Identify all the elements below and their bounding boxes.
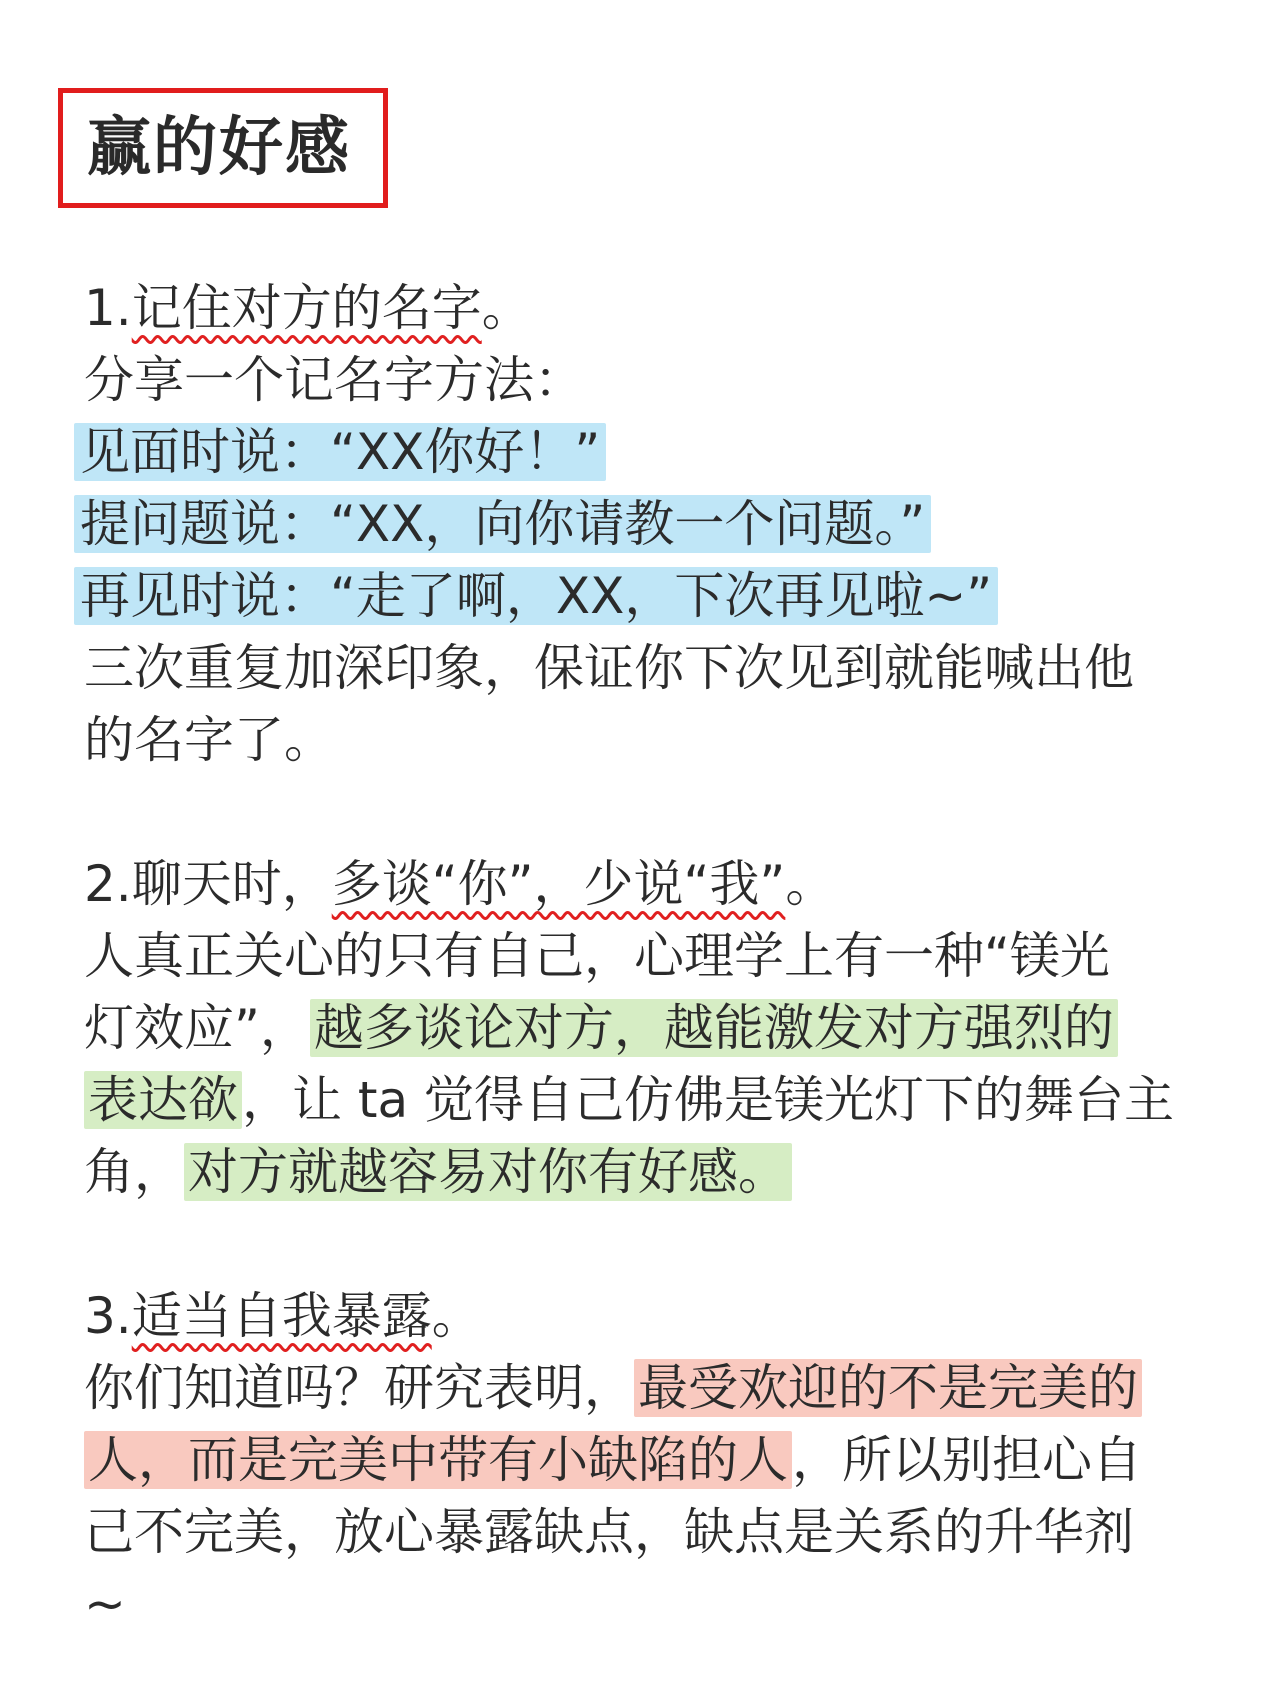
section-gap — [84, 1208, 1204, 1280]
section2-heading-prefix: 2.聊天时， — [84, 855, 332, 913]
section2-line4-plain: 角， — [84, 1143, 184, 1201]
section1-farewell-line — [80, 560, 1204, 632]
highlight-red-1: 最受欢迎的不是完美的 — [634, 1359, 1142, 1417]
highlight-green-1: 越多谈论对方，越能激发对方强烈的 — [310, 999, 1118, 1057]
section1-heading — [84, 272, 1204, 344]
section3-heading — [84, 1280, 1204, 1352]
section3-paragraph-line-1 — [84, 1352, 1204, 1424]
section3-heading-number: 3. — [84, 1287, 132, 1345]
highlight-green-2: 表达欲 — [84, 1071, 242, 1129]
section1-summary-1: 三次重复加深印象，保证你下次见到就能喊出他 — [84, 639, 1134, 697]
highlight-green-3: 对方就越容易对你有好感。 — [184, 1143, 792, 1201]
title-box — [58, 88, 388, 208]
section3-heading-end: 。 — [431, 1287, 482, 1345]
highlight-blue-2: 提问题说：“XX，向你请教一个问题。” — [74, 495, 931, 553]
section-gap — [84, 776, 1204, 848]
section3-line2-plain: ，所以别担心自 — [792, 1431, 1142, 1489]
article-body — [80, 272, 1204, 1640]
section2-paragraph-line-3 — [84, 1064, 1204, 1136]
section1-heading-end: 。 — [481, 279, 532, 337]
section1-heading-text: 记住对方的名字 — [131, 279, 482, 337]
section2-paragraph-line-1: 人真正关心的只有自己，心理学上有一种“镁光 — [84, 927, 1110, 985]
section1-intro: 分享一个记名字方法： — [84, 351, 584, 409]
highlight-blue-1: 见面时说：“XX你好！” — [74, 423, 606, 481]
section2-line3-plain: ，让 ta 觉得自己仿佛是镁光灯下的舞台主 — [242, 1071, 1175, 1129]
section3-paragraph-line-3: 己不完美，放心暴露缺点，缺点是关系的升华剂 — [84, 1503, 1134, 1561]
section3-paragraph-line-4: ~ — [84, 1575, 126, 1633]
page-title: 赢的好感 — [87, 111, 351, 185]
section1-greeting-line — [80, 416, 1204, 488]
section2-heading-text: 多谈“你”，少说“我” — [331, 855, 786, 913]
section1-summary-2: 的名字了。 — [84, 711, 334, 769]
section1-question-line — [80, 488, 1204, 560]
section2-paragraph-line-2 — [84, 992, 1204, 1064]
highlight-blue-3: 再见时说：“走了啊，XX，下次再见啦~” — [74, 567, 998, 625]
section2-heading — [84, 848, 1204, 920]
section2-line2-plain: 灯效应”， — [84, 999, 310, 1057]
section3-heading-text: 适当自我暴露 — [131, 1287, 432, 1345]
section2-heading-end: 。 — [785, 855, 836, 913]
section2-paragraph-line-4 — [84, 1136, 1204, 1208]
section3-line1-plain: 你们知道吗？研究表明， — [84, 1359, 634, 1417]
section1-heading-number: 1. — [84, 279, 132, 337]
section3-paragraph-line-2 — [84, 1424, 1204, 1496]
highlight-red-2: 人，而是完美中带有小缺陷的人 — [84, 1431, 792, 1489]
